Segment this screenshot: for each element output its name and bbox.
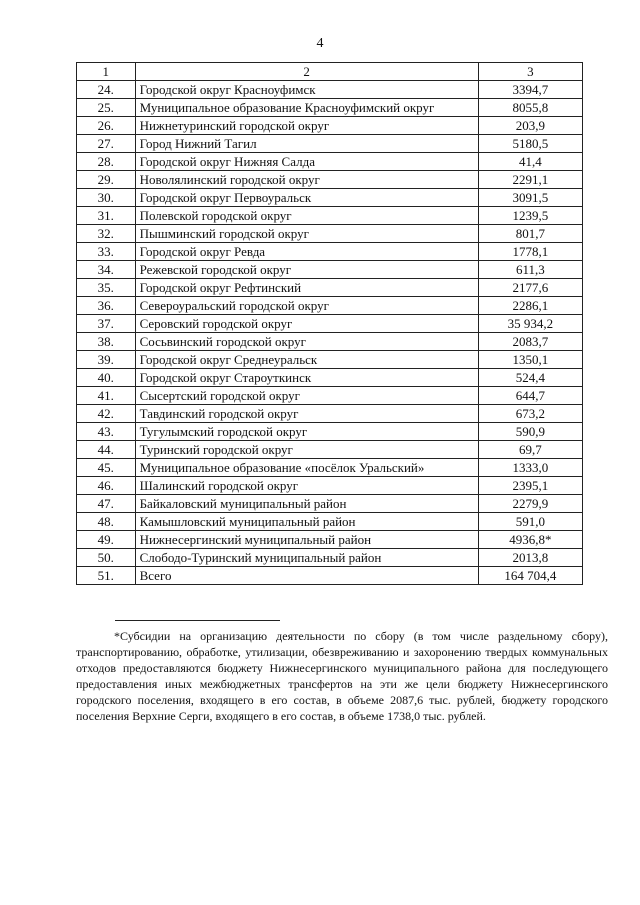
row-number: 50. [77, 549, 136, 567]
municipality-name: Муниципальное образование «посёлок Уральский» [135, 459, 478, 477]
table-row [77, 477, 583, 495]
header-cell-1: 1 [77, 63, 136, 81]
municipality-name: Городской округ Староуткинск [135, 369, 478, 387]
row-number: 42. [77, 405, 136, 423]
row-number: 34. [77, 261, 136, 279]
table-row [77, 171, 583, 189]
table-row [77, 387, 583, 405]
municipality-name: Городской округ Рефтинский [135, 279, 478, 297]
row-number: 46. [77, 477, 136, 495]
subsidy-amount: 2279,9 [478, 495, 582, 513]
row-number: 36. [77, 297, 136, 315]
row-number: 30. [77, 189, 136, 207]
row-number: 47. [77, 495, 136, 513]
row-number: 44. [77, 441, 136, 459]
table-row [77, 189, 583, 207]
municipality-name: Полевской городской округ [135, 207, 478, 225]
table-row [77, 333, 583, 351]
municipality-name: Тавдинский городской округ [135, 405, 478, 423]
table-row [77, 315, 583, 333]
table-row [77, 225, 583, 243]
municipality-name: Режевской городской округ [135, 261, 478, 279]
municipality-name: Слободо-Туринский муниципальный район [135, 549, 478, 567]
subsidy-amount: 3394,7 [478, 81, 582, 99]
footnote-divider [115, 620, 280, 621]
table-row [77, 207, 583, 225]
municipality-name: Всего [135, 567, 478, 585]
table-row [77, 117, 583, 135]
row-number: 29. [77, 171, 136, 189]
row-number: 25. [77, 99, 136, 117]
municipality-name: Сысертский городской округ [135, 387, 478, 405]
municipality-name: Тугулымский городской округ [135, 423, 478, 441]
table-row [77, 441, 583, 459]
subsidy-amount: 41,4 [478, 153, 582, 171]
municipality-name: Городской округ Среднеуральск [135, 351, 478, 369]
row-number: 39. [77, 351, 136, 369]
row-number: 31. [77, 207, 136, 225]
municipality-name: Пышминский городской округ [135, 225, 478, 243]
table-row [77, 423, 583, 441]
row-number: 28. [77, 153, 136, 171]
municipality-name: Байкаловский муниципальный район [135, 495, 478, 513]
table-header-row [77, 63, 583, 81]
subsidy-amount: 2291,1 [478, 171, 582, 189]
subsidy-amount: 35 934,2 [478, 315, 582, 333]
table-row [77, 351, 583, 369]
table-row [77, 405, 583, 423]
table-row [77, 495, 583, 513]
subsidy-amount: 801,7 [478, 225, 582, 243]
municipality-name: Городской округ Первоуральск [135, 189, 478, 207]
municipality-name: Новолялинский городской округ [135, 171, 478, 189]
municipality-name: Город Нижний Тагил [135, 135, 478, 153]
row-number: 48. [77, 513, 136, 531]
subsidy-amount: 69,7 [478, 441, 582, 459]
subsidy-amount: 2395,1 [478, 477, 582, 495]
table-row [77, 279, 583, 297]
municipality-name: Серовский городской округ [135, 315, 478, 333]
subsidy-amount: 4936,8* [478, 531, 582, 549]
subsidy-amount: 203,9 [478, 117, 582, 135]
table-row [77, 549, 583, 567]
row-number: 35. [77, 279, 136, 297]
subsidy-amount: 5180,5 [478, 135, 582, 153]
municipality-name: Шалинский городской округ [135, 477, 478, 495]
table-row [77, 243, 583, 261]
municipality-name: Городской округ Красноуфимск [135, 81, 478, 99]
footnote: *Субсидии на организацию деятельности по сбору (в том числе раздельному сбору), транспортированию, обработке, утилизации, обезвреживанию и захоронению твердых коммунальных отходов предоставляются бюджету Нижнесергинского муниципального района для последующего предоставления иных межбюджетных трансфертов на эти же цели бюджету Нижнесергинского городского поселения, входящего в его состав, в объеме 2087,6 тыс. рублей, бюджету городского поселения Верхние Серги, входящего в его состав, в объеме 1738,0 тыс. рублей. [76, 629, 608, 723]
table-row [77, 459, 583, 477]
municipality-name: Городской округ Ревда [135, 243, 478, 261]
header-cell-2: 2 [135, 63, 478, 81]
table-row [77, 99, 583, 117]
row-number: 33. [77, 243, 136, 261]
row-number: 32. [77, 225, 136, 243]
municipality-name: Сосьвинский городской округ [135, 333, 478, 351]
page-number: 4 [316, 36, 324, 51]
subsidy-amount: 1778,1 [478, 243, 582, 261]
row-number: 26. [77, 117, 136, 135]
row-number: 38. [77, 333, 136, 351]
municipality-name: Городской округ Нижняя Салда [135, 153, 478, 171]
subsidy-amount: 591,0 [478, 513, 582, 531]
subsidy-amount: 164 704,4 [478, 567, 582, 585]
subsidy-amount: 3091,5 [478, 189, 582, 207]
municipality-name: Нижнетуринский городской округ [135, 117, 478, 135]
subsidy-table [76, 62, 583, 585]
subsidy-amount: 644,7 [478, 387, 582, 405]
subsidy-amount: 524,4 [478, 369, 582, 387]
subsidy-amount: 1239,5 [478, 207, 582, 225]
table-row [77, 567, 583, 585]
row-number: 51. [77, 567, 136, 585]
municipality-name: Нижнесергинский муниципальный район [135, 531, 478, 549]
table-row [77, 81, 583, 99]
subsidy-amount: 2177,6 [478, 279, 582, 297]
subsidy-amount: 2083,7 [478, 333, 582, 351]
table-row [77, 261, 583, 279]
subsidy-amount: 1350,1 [478, 351, 582, 369]
table-row [77, 135, 583, 153]
table-row [77, 297, 583, 315]
row-number: 49. [77, 531, 136, 549]
table-row [77, 513, 583, 531]
row-number: 27. [77, 135, 136, 153]
subsidy-amount: 2286,1 [478, 297, 582, 315]
municipality-name: Муниципальное образование Красноуфимский округ [135, 99, 478, 117]
row-number: 45. [77, 459, 136, 477]
row-number: 40. [77, 369, 136, 387]
header-cell-3: 3 [478, 63, 582, 81]
row-number: 41. [77, 387, 136, 405]
subsidy-amount: 611,3 [478, 261, 582, 279]
row-number: 43. [77, 423, 136, 441]
table-row [77, 369, 583, 387]
row-number: 37. [77, 315, 136, 333]
subsidy-amount: 673,2 [478, 405, 582, 423]
subsidy-amount: 2013,8 [478, 549, 582, 567]
table-row [77, 531, 583, 549]
municipality-name: Туринский городской округ [135, 441, 478, 459]
municipality-name: Североуральский городской округ [135, 297, 478, 315]
row-number: 24. [77, 81, 136, 99]
subsidy-amount: 8055,8 [478, 99, 582, 117]
municipality-name: Камышловский муниципальный район [135, 513, 478, 531]
subsidy-amount: 590,9 [478, 423, 582, 441]
subsidy-amount: 1333,0 [478, 459, 582, 477]
table-row [77, 153, 583, 171]
